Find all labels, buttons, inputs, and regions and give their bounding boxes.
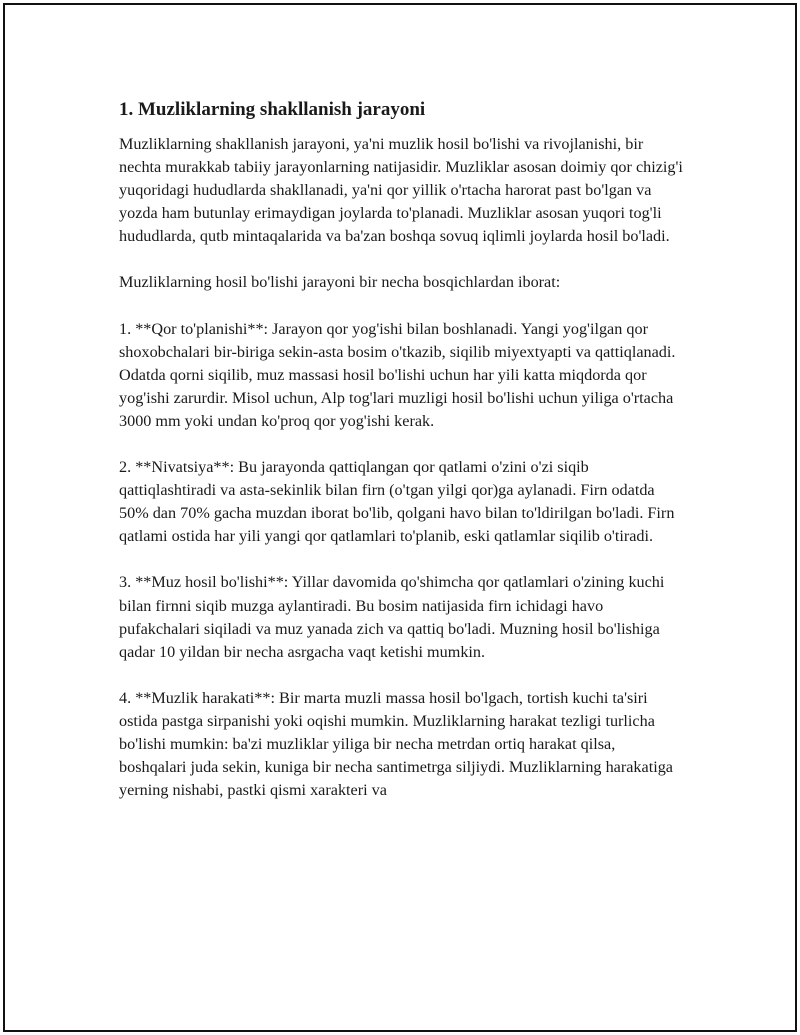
paragraph-stages-lead: Muzliklarning hosil bo'lishi jarayoni bir necha bosqichlardan iborat: (119, 273, 561, 292)
document-page (3, 3, 797, 1032)
paragraph-stage-3: 3. **Muz hosil bo'lishi**: Yillar davomida qo'shimcha qor qatlamlari o'zining kuchi bilan firnni siqib muzga aylantiradi. Bu bosim natijasida firn ichidagi havo pufakchalari siqiladi va muz yanada zich va qattiq bo'ladi. Muzning hosil bo'lishiga qadar 10 yildan bir necha asrgacha vaqt ketishi mumkin. (119, 573, 665, 661)
paragraph-stage-2: 2. **Nivatsiya**: Bu jarayonda qattiqlangan qor qatlami o'zini o'zi siqib qattiqlashtiradi va asta-sekinlik bilan firn (o'tgan yilgi qor)ga aylanadi. Firn odatda 50% dan 70% gacha muzdan iborat bo'lib, qolgani havo bilan to'ldirilgan bo'ladi. Firn qatlami ostida har yili yangi qor qatlamlari to'planib, eski qatlamlar siqilib o'tiradi. (119, 458, 675, 546)
paragraph-intro: Muzliklarning shakllanish jarayoni, ya'ni muzlik hosil bo'lishi va rivojlanishi, bir nechta murakkab tabiiy jarayonlarning natijasidir. Muzliklar asosan doimiy qor chizig'i yuqoridagi hududlarda shakllanadi, ya'ni qor yillik o'rtacha harorat past bo'lgan va yozda ham butunlay erimaydigan joylarda to'planadi. Muzliklar asosan yuqori tog'li hududlarda, qutb mintaqalarida va ba'zan boshqa sovuq iqlimli joylarda hosil bo'ladi. (119, 135, 683, 246)
paragraph-stage-1: 1. **Qor to'planishi**: Jarayon qor yog'ishi bilan boshlanadi. Yangi yog'ilgan qor shoxobchalari bir-biriga sekin-asta bosim o'tkazib, siqilib miyextyapti va qattiqlanadi. Odatda qorni siqilib, muz massasi hosil bo'lishi uchun har yili katta miqdorda qor yog'ishi zarurdir. Misol uchun, Alp tog'lari muzligi hosil bo'lishi uchun yiliga o'rtacha 3000 mm yoki undan ko'proq qor yog'ishi kerak. (119, 319, 676, 430)
paragraph-stage-4: 4. **Muzlik harakati**: Bir marta muzli massa hosil bo'lgach, tortish kuchi ta'siri ostida pastga sirpanishi yoki oqishi mumkin. Muzliklarning harakat tezligi turlicha bo'lishi mumkin: ba'zi muzliklar yiliga bir necha metrdan ortiq harakat qilsa, boshqalari juda sekin, kuniga bir necha santimetrga siljiydi. Muzliklarning harakatiga yerning nishabi, pastki qismi xarakteri va (119, 688, 673, 800)
document-body (119, 98, 685, 825)
section-heading: 1. Muzliklarning shakllanish jarayoni (119, 99, 426, 120)
